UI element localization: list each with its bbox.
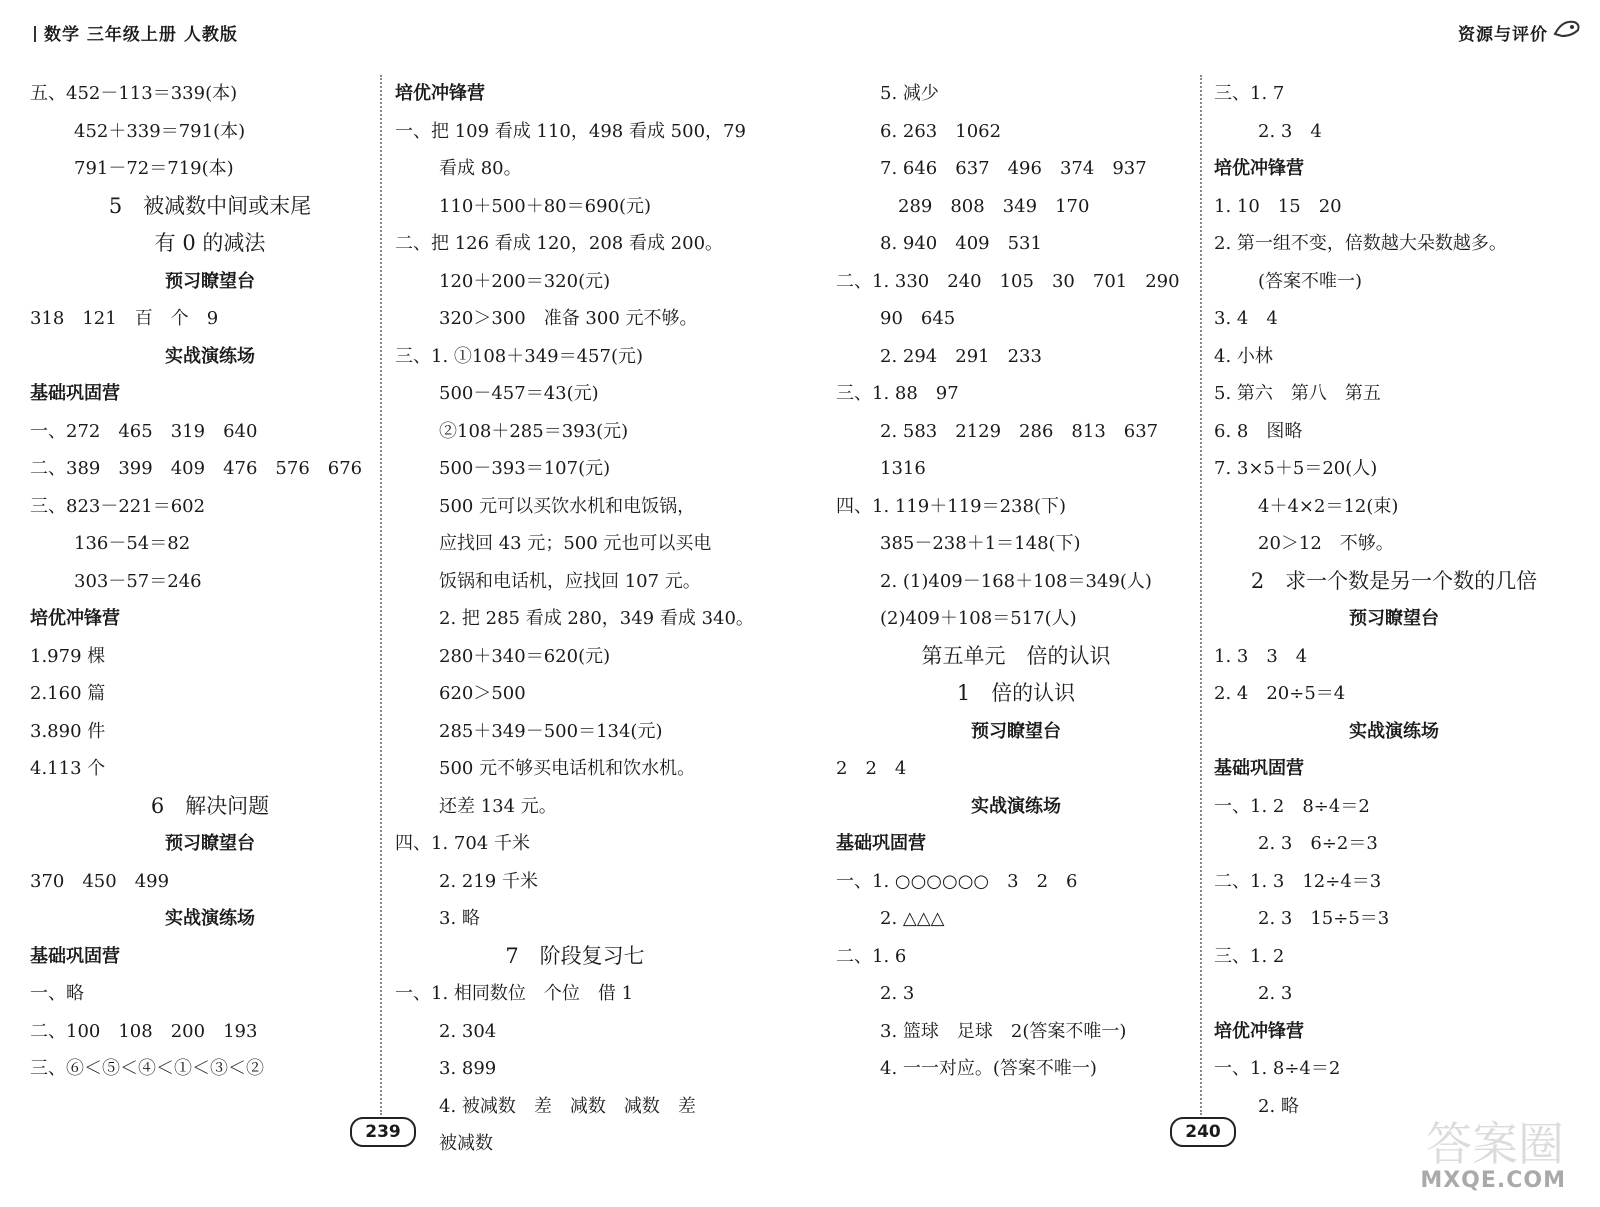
col4-line: 三、1. 2 (1214, 945, 1285, 967)
col1-line: 303－57＝246 (74, 570, 202, 592)
col1-line: 三、823－221＝602 (30, 495, 206, 517)
col4-line: 4. 小林 (1214, 345, 1273, 367)
col4-line: 4＋4×2＝12(束) (1258, 495, 1399, 517)
col3-line: 3. 篮球 足球 2(答案不唯一) (880, 1020, 1127, 1042)
col4-line: 1. 3 3 4 (1214, 645, 1308, 667)
column-2 (395, 75, 755, 1163)
col1-line: 2.160 篇 (30, 683, 106, 704)
col3-line: 第五单元 倍的认识 (921, 643, 1111, 668)
col4-line: 2. 4 20÷5＝4 (1214, 683, 1346, 704)
col4-line: 三、1. 7 (1214, 83, 1285, 104)
col1-line: 五、452－113＝339(本) (30, 83, 238, 104)
col3-line: 1 倍的认识 (956, 681, 1076, 705)
col1-line: 3.890 件 (30, 720, 106, 742)
col1-line: 791－72＝719(本) (74, 158, 234, 179)
col3-line: 385－238＋1＝148(下) (880, 533, 1081, 554)
col3-line: (2)409＋108＝517(人) (880, 608, 1077, 629)
col3-line: 预习瞭望台 (971, 720, 1061, 742)
col4-line: 一、1. 8÷4＝2 (1214, 1058, 1341, 1079)
col4-line: 实战演练场 (1349, 720, 1439, 742)
col4-line: 5. 第六 第八 第五 (1214, 383, 1381, 404)
col3-line: 2. △△△ (880, 908, 945, 929)
col4-line: (答案不唯一) (1258, 270, 1363, 292)
col1-line: 6 解决问题 (150, 793, 270, 818)
col3-line: 289 808 349 170 (880, 195, 1090, 217)
col2-line: 3. 899 (439, 1058, 497, 1079)
col3-line: 90 645 (880, 308, 956, 329)
col1-line: 三、⑥＜⑤＜④＜①＜③＜② (30, 1058, 264, 1079)
col3-line: 2. 294 291 233 (880, 345, 1042, 367)
col4-line: 二、1. 3 12÷4＝3 (1214, 870, 1382, 892)
col1-line: 4.113 个 (30, 758, 106, 779)
col4-line: 2. 3 6÷2＝3 (1258, 833, 1378, 854)
col1-line: 370 450 499 (30, 870, 170, 892)
col2-line: 被减数 (439, 1133, 493, 1154)
col1-line: 培优冲锋营 (30, 608, 120, 629)
header-bar (34, 26, 36, 42)
col2-line: 285＋349－500＝134(元) (439, 720, 663, 742)
col4-line: 20＞12 不够。 (1258, 533, 1394, 554)
col4-line: 2. 3 15÷5＝3 (1258, 908, 1390, 929)
col1-line: 预习瞭望台 (165, 833, 255, 854)
col3-line: 二、1. 6 (836, 945, 907, 967)
col1-line: 二、389 399 409 476 576 676 (30, 458, 363, 479)
logo-icon (1552, 16, 1582, 42)
col4-line: 2. 第一组不变，倍数越大朵数越多。 (1214, 233, 1507, 254)
column-divider-right (1200, 75, 1202, 1115)
col3-line: 四、1. 119＋119＝238(下) (836, 495, 1067, 517)
watermark-text: MXQE.COM (1420, 1168, 1566, 1193)
col2-line: 三、1. ①108＋349＝457(元) (395, 345, 644, 367)
col1-line: 1.979 棵 (30, 645, 106, 667)
col2-line: 看成 80。 (439, 158, 522, 179)
col1-line: 基础巩固营 (30, 945, 120, 967)
col3-line: 1316 (880, 458, 926, 479)
col4-line: 2. 3 4 (1258, 120, 1322, 142)
col3-line: 5. 减少 (880, 83, 939, 104)
page-number-left: 239 (350, 1117, 416, 1147)
col4-line: 培优冲锋营 (1214, 158, 1304, 179)
col3-line: 三、1. 88 97 (836, 383, 959, 404)
col1-line: 5 被减数中间或末尾 (108, 193, 312, 218)
col4-line: 3. 4 4 (1214, 308, 1278, 329)
col4-line: 1. 10 15 20 (1214, 195, 1342, 217)
col2-line: 2. 304 (439, 1020, 497, 1042)
col4-line: 基础巩固营 (1214, 758, 1304, 779)
col4-line: 一、1. 2 8÷4＝2 (1214, 795, 1370, 817)
col2-line: 320＞300 准备 300 元不够。 (439, 308, 698, 329)
col2-line: 还差 134 元。 (439, 795, 557, 817)
col1-line: 实战演练场 (165, 345, 255, 367)
col2-line: 2. 219 千米 (439, 870, 538, 892)
col4-line: 2. 略 (1258, 1095, 1299, 1117)
column-3 (836, 75, 1196, 1088)
col1-line: 预习瞭望台 (165, 270, 255, 292)
col2-line: 110＋500＋80＝690(元) (439, 195, 652, 217)
col4-line: 7. 3×5＋5＝20(人) (1214, 458, 1378, 479)
col2-line: 一、把 109 看成 110，498 看成 500，79 (395, 120, 746, 142)
col3-line: 7. 646 637 496 374 937 (880, 158, 1147, 179)
column-4 (1214, 75, 1574, 1125)
col2-line: 饭锅和电话机，应找回 107 元。 (439, 570, 701, 592)
column-1 (30, 75, 390, 1088)
col4-line: 6. 8 图略 (1214, 420, 1303, 442)
col2-line: 四、1. 704 千米 (395, 833, 530, 854)
col1-line: 基础巩固营 (30, 383, 120, 404)
col1-line: 452＋339＝791(本) (74, 120, 246, 142)
col2-line: 4. 被减数 差 减数 减数 差 (439, 1095, 696, 1117)
col2-line: 二、把 126 看成 120，208 看成 200。 (395, 233, 724, 254)
col3-line: 2. 583 2129 286 813 637 (880, 420, 1159, 442)
col3-line: 2. 3 (880, 983, 915, 1004)
col2-line: 500－393＝107(元) (439, 458, 611, 479)
col1-line: 有 0 的减法 (154, 231, 266, 255)
col2-line: 120＋200＝320(元) (439, 270, 611, 292)
header-left-text: 数学 三年级上册 人教版 (44, 25, 238, 45)
col2-line: 500 元可以买饮水机和电饭锅， (439, 495, 696, 517)
col2-line: 2. 把 285 看成 280，349 看成 340。 (439, 608, 754, 629)
col1-line: 136－54＝82 (74, 533, 191, 554)
col2-line: 一、1. 相同数位 个位 借 1 (395, 983, 634, 1004)
col3-line: 基础巩固营 (836, 833, 926, 854)
col1-line: 二、100 108 200 193 (30, 1020, 258, 1042)
col4-line: 2. 3 (1258, 983, 1293, 1004)
col3-line: 8. 940 409 531 (880, 233, 1042, 254)
col2-line: 培优冲锋营 (395, 83, 485, 104)
col3-line: 6. 263 1062 (880, 120, 1002, 142)
col3-line: 4. 一一对应。(答案不唯一) (880, 1058, 1097, 1079)
col2-line: 500 元不够买电话机和饮水机。 (439, 758, 696, 779)
col3-line: 2. (1)409－168＋108＝349(人) (880, 570, 1152, 592)
col3-line: 实战演练场 (971, 795, 1061, 817)
col1-line: 实战演练场 (165, 908, 255, 929)
col2-line: 620＞500 (439, 683, 526, 704)
col2-line: 500－457＝43(元) (439, 383, 599, 404)
page-header-left (34, 20, 238, 45)
col3-line: 二、1. 330 240 105 30 701 290 (836, 270, 1180, 292)
col2-line: 应找回 43 元；500 元也可以买电 (439, 533, 712, 554)
col2-line: 280＋340＝620(元) (439, 645, 611, 667)
column-divider-left (380, 75, 382, 1115)
col3-line: 一、1. ○○○○○○ 3 2 6 (836, 870, 1078, 892)
col2-line: 3. 略 (439, 908, 480, 929)
col4-line: 2 求一个数是另一个数的几倍 (1250, 568, 1538, 593)
page-number-right: 240 (1170, 1117, 1236, 1147)
col1-line: 一、略 (30, 983, 84, 1004)
page-header-right: 资源与评价 (1458, 25, 1548, 45)
col4-line: 预习瞭望台 (1349, 608, 1439, 629)
col2-line: ②108＋285＝393(元) (439, 420, 629, 442)
watermark-chars: 答案圈 (1426, 1117, 1564, 1171)
col4-line: 培优冲锋营 (1214, 1020, 1304, 1042)
col3-line: 2 2 4 (836, 758, 907, 779)
col1-line: 一、272 465 319 640 (30, 420, 258, 442)
col2-line: 7 阶段复习七 (505, 943, 645, 968)
col1-line: 318 121 百 个 9 (30, 308, 219, 329)
